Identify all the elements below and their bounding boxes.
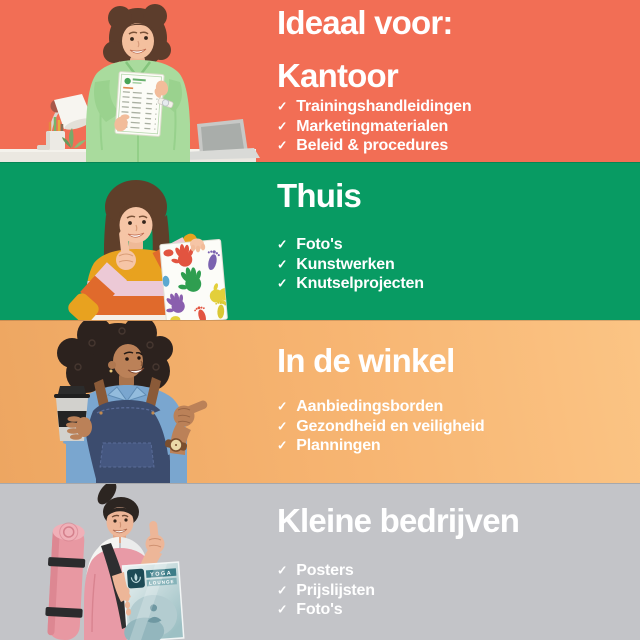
list-item-label: Trainingshandleidingen: [296, 98, 472, 115]
list-item-label: Gezondheid en veiligheid: [296, 417, 485, 435]
list-item: [277, 397, 632, 417]
bedrijven-checklist: [277, 561, 632, 620]
section-thuis-content: [277, 163, 632, 294]
barista-woman: [54, 321, 209, 483]
checkmark-icon: ✓: [277, 276, 288, 291]
plant: [62, 128, 86, 148]
list-item: [277, 117, 632, 137]
section-winkel-content: [277, 321, 632, 456]
list-item: [277, 417, 632, 437]
checkmark-icon: ✓: [277, 399, 288, 414]
laptop: [180, 119, 260, 160]
thuis-checklist: [277, 235, 632, 294]
section-thuis: [0, 162, 640, 320]
yoga-woman: [44, 484, 184, 640]
section-bedrijven-heading: Kleine bedrijven: [277, 502, 520, 539]
list-item-label: Posters: [296, 562, 354, 579]
checkmark-icon: ✓: [277, 438, 288, 453]
list-item: [277, 235, 632, 255]
list-item: [277, 136, 632, 156]
checkmark-icon: ✓: [277, 237, 288, 252]
winkel-checklist: [277, 397, 632, 456]
girl: [65, 180, 234, 320]
list-item: [277, 561, 632, 581]
list-item: [277, 255, 632, 275]
checkmark-icon: ✓: [277, 257, 288, 271]
checkmark-icon: ✓: [277, 99, 288, 114]
poster-title-line1: YOGA: [149, 570, 173, 579]
list-item: [277, 97, 632, 117]
list-item-label: Aanbiedingsborden: [296, 398, 444, 415]
section-winkel-heading: In de winkel: [277, 342, 455, 379]
section-winkel: [0, 320, 640, 483]
section-bedrijven: [0, 483, 640, 640]
yoga-mat: [44, 522, 87, 640]
list-item-label: Marketingmaterialen: [296, 117, 449, 135]
checkmark-icon: ✓: [277, 119, 288, 133]
list-item: [277, 600, 632, 620]
section-kantoor-heading: Kantoor: [277, 57, 398, 94]
section-bedrijven-content: [277, 484, 632, 620]
poster-title-line2: LOUNGE: [148, 578, 175, 586]
kantoor-checklist: [277, 97, 632, 156]
list-item-label: Beleid & procedures: [296, 137, 449, 154]
checkmark-icon: ✓: [277, 138, 288, 153]
list-item: [277, 581, 632, 601]
handprint-artwork: [156, 239, 235, 320]
thumbs-up-hand: [146, 521, 165, 554]
checkmark-icon: ✓: [277, 563, 288, 578]
list-item-label: Foto's: [296, 236, 343, 253]
checkmark-icon: ✓: [277, 419, 288, 433]
section-kantoor: [0, 0, 640, 162]
list-item: [277, 274, 632, 294]
checkmark-icon: ✓: [277, 583, 288, 597]
list-item-label: Knutselprojecten: [296, 275, 424, 292]
list-item-label: Foto's: [296, 601, 343, 618]
checkmark-icon: ✓: [277, 602, 288, 617]
section-thuis-heading: Thuis: [277, 177, 361, 214]
laminated-poster: [120, 562, 185, 640]
page-title: Ideaal voor:: [277, 4, 453, 41]
list-item-label: Prijslijsten: [296, 581, 375, 599]
office-woman: [86, 4, 190, 162]
pointing-hand: [174, 399, 209, 426]
list-item-label: Planningen: [296, 437, 381, 454]
list-item-label: Kunstwerken: [296, 255, 395, 273]
list-item: [277, 436, 632, 456]
section-kantoor-content: [277, 0, 632, 156]
